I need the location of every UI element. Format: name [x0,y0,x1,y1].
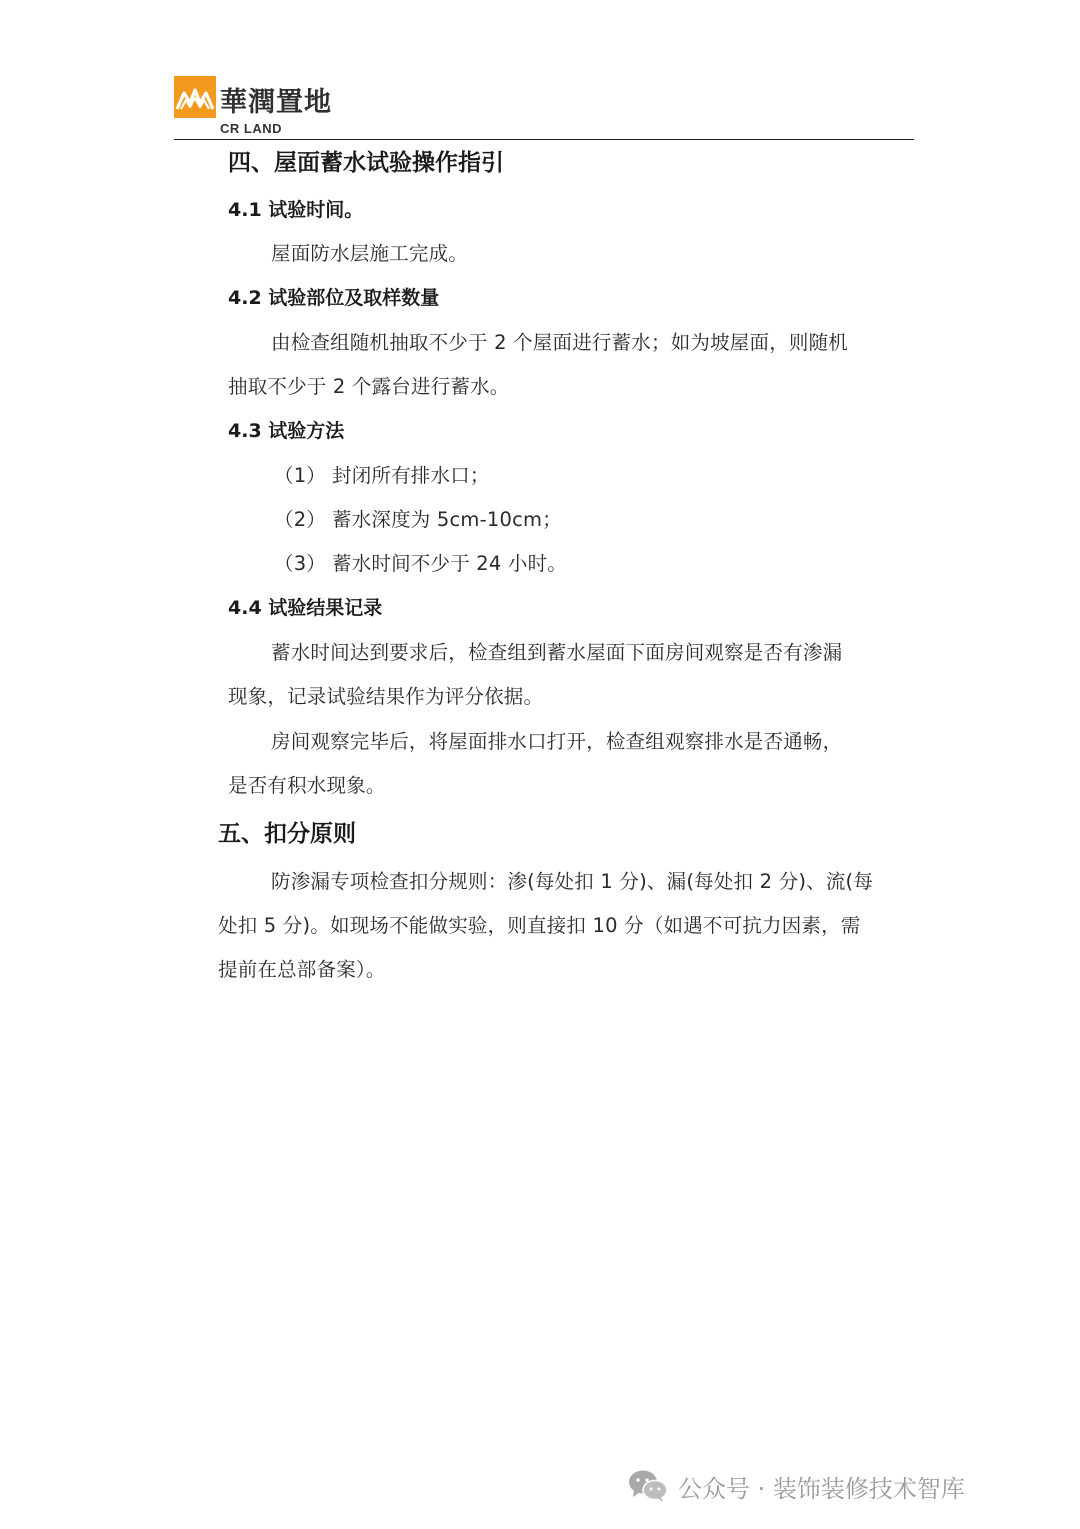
section-5-line-1: 防渗漏专项检查扣分规则：渗(每处扣 1 分)、漏(每处扣 2 分)、流(每 [271,870,874,893]
logo-chinese-name: 華潤置地 [220,87,332,118]
section-5-line-3: 提前在总部备案）。 [218,958,386,981]
header-divider [174,139,914,140]
method-item-text: 封闭所有排水口； [332,464,490,487]
wechat-icon [628,1469,668,1503]
section-4-2-line-2: 抽取不少于 2 个露台进行蓄水。 [228,375,510,398]
section-4-4-title: 4.4 试验结果记录 [228,597,383,619]
section-4-3-title: 4.3 试验方法 [228,420,345,442]
section-4-4-p2-line-2: 是否有积水现象。 [228,774,386,797]
wechat-watermark [628,1468,965,1504]
logo-english-name: CR LAND [220,121,282,136]
section-4-4-p2-line-1: 房间观察完毕后，将屋面排水口打开，检查组观察排水是否通畅， [271,730,843,753]
method-item-number: （3） [274,552,327,575]
section-4-2-line-1: 由检查组随机抽取不少于 2 个屋面进行蓄水；如为坡屋面，则随机 [271,331,849,354]
section-4-2-title: 4.2 试验部位及取样数量 [228,287,440,309]
method-item-text: 蓄水时间不少于 24 小时。 [332,552,568,575]
method-item-2 [274,504,562,532]
method-item-number: （1） [274,464,327,487]
method-item-text: 蓄水深度为 5cm-10cm； [332,508,562,531]
method-item-1 [274,460,490,488]
section-5-line-2: 处扣 5 分)。如现场不能做实验，则直接扣 10 分（如遇不可抗力因素，需 [218,914,861,937]
section-4-4-p1-line-1: 蓄水时间达到要求后，检查组到蓄水屋面下面房间观察是否有渗漏 [271,641,843,664]
section-4-4-p1-line-2: 现象，记录试验结果作为评分依据。 [228,685,544,708]
section-4-1-title: 4.1 试验时间。 [228,199,364,221]
section-4-title: 四、屋面蓄水试验操作指引 [228,150,504,176]
section-5-title: 五、扣分原则 [218,821,356,847]
method-item-number: （2） [274,508,327,531]
document-header [174,74,914,140]
watermark-text: 公众号 · 装饰装修技术智库 [678,1474,965,1503]
section-4-1-text: 屋面防水层施工完成。 [271,242,469,265]
cr-land-logo-icon [174,76,216,118]
method-item-3 [274,548,567,576]
